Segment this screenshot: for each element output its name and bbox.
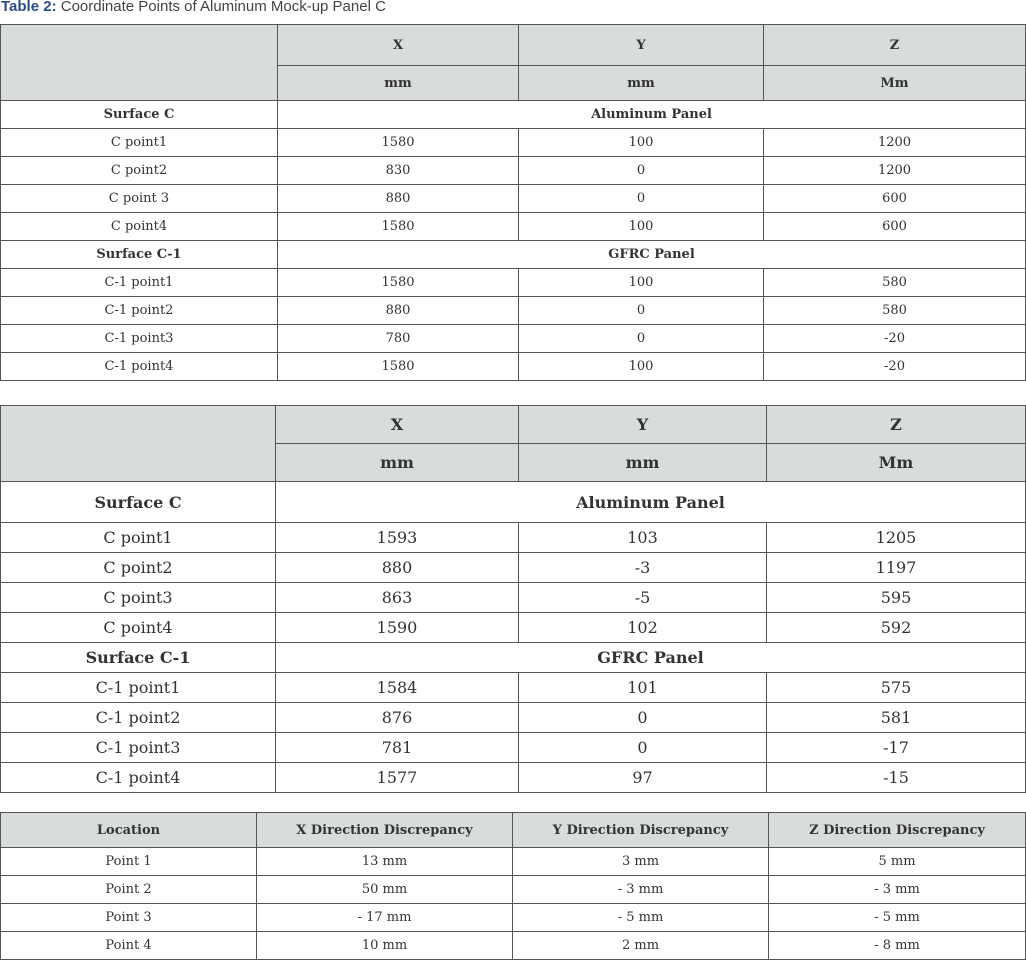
point-label: C-1 point1	[1, 269, 278, 297]
z-value: -20	[764, 325, 1026, 353]
section-name: Surface C	[1, 101, 278, 129]
z-value: 575	[767, 673, 1026, 703]
table-row	[1, 763, 1026, 793]
section-panel: Aluminum Panel	[276, 482, 1026, 523]
x-value: 863	[276, 583, 519, 613]
point-label: C point4	[1, 613, 276, 643]
discrepancy-cell: - 5 mm	[769, 904, 1026, 932]
point-label: C-1 point2	[1, 703, 276, 733]
y-value: 0	[519, 185, 764, 213]
x-value: 1577	[276, 763, 519, 793]
header-row	[1, 813, 1026, 848]
table-row	[1, 157, 1026, 185]
section-name: Surface C-1	[1, 241, 278, 269]
table-row	[1, 353, 1026, 381]
point-label: C-1 point4	[1, 353, 278, 381]
discrepancy-cell: - 3 mm	[513, 876, 769, 904]
y-value: 101	[519, 673, 767, 703]
point-label: C-1 point3	[1, 325, 278, 353]
y-value: -3	[519, 553, 767, 583]
z-value: -20	[764, 353, 1026, 381]
table-row	[1, 129, 1026, 157]
discrepancy-table	[0, 812, 1026, 960]
y-value: 0	[519, 297, 764, 325]
x-value: 780	[278, 325, 519, 353]
table-row	[1, 932, 1026, 960]
unit-header: mm	[519, 66, 764, 101]
y-value: 97	[519, 763, 767, 793]
location-cell: Point 3	[1, 904, 257, 932]
z-value: 581	[767, 703, 1026, 733]
corner-cell	[1, 25, 278, 101]
z-value: 580	[764, 269, 1026, 297]
y-value: 102	[519, 613, 767, 643]
section-name: Surface C	[1, 482, 276, 523]
point-label: C point3	[1, 583, 276, 613]
unit-header: Mm	[767, 444, 1026, 482]
y-value: 103	[519, 523, 767, 553]
x-value: 1580	[278, 269, 519, 297]
point-label: C-1 point4	[1, 763, 276, 793]
z-value: 595	[767, 583, 1026, 613]
x-value: 880	[278, 185, 519, 213]
point-label: C-1 point2	[1, 297, 278, 325]
z-value: -17	[767, 733, 1026, 763]
x-value: 876	[276, 703, 519, 733]
z-value: 600	[764, 213, 1026, 241]
section-row	[1, 101, 1026, 129]
section-panel: Aluminum Panel	[278, 101, 1026, 129]
table-row	[1, 848, 1026, 876]
table-row	[1, 904, 1026, 932]
axis-header: Z	[767, 406, 1026, 444]
table-row	[1, 613, 1026, 643]
axis-header-row	[1, 25, 1026, 66]
y-value: 100	[519, 353, 764, 381]
y-value: 0	[519, 733, 767, 763]
x-value: 880	[278, 297, 519, 325]
table-row	[1, 673, 1026, 703]
point-label: C point 3	[1, 185, 278, 213]
z-value: 600	[764, 185, 1026, 213]
y-value: 100	[519, 269, 764, 297]
caption-text: Coordinate Points of Aluminum Mock-up Panel C	[56, 0, 386, 15]
table-row	[1, 213, 1026, 241]
table-row	[1, 703, 1026, 733]
column-header: X Direction Discrepancy	[257, 813, 513, 848]
point-label: C point1	[1, 129, 278, 157]
section-panel: GFRC Panel	[276, 643, 1026, 673]
point-label: C-1 point3	[1, 733, 276, 763]
column-header: Y Direction Discrepancy	[513, 813, 769, 848]
unit-header: mm	[276, 444, 519, 482]
point-label: C point4	[1, 213, 278, 241]
discrepancy-cell: - 8 mm	[769, 932, 1026, 960]
y-value: 0	[519, 325, 764, 353]
location-cell: Point 1	[1, 848, 257, 876]
location-cell: Point 2	[1, 876, 257, 904]
x-value: 1580	[278, 213, 519, 241]
table-row	[1, 297, 1026, 325]
unit-header: mm	[519, 444, 767, 482]
table-row	[1, 523, 1026, 553]
z-value: 1200	[764, 157, 1026, 185]
y-value: 0	[519, 703, 767, 733]
axis-header: X	[276, 406, 519, 444]
point-label: C-1 point1	[1, 673, 276, 703]
discrepancy-cell: 13 mm	[257, 848, 513, 876]
column-header: Z Direction Discrepancy	[769, 813, 1026, 848]
y-value: -5	[519, 583, 767, 613]
caption-label: Table 2:	[1, 0, 57, 15]
discrepancy-cell: - 3 mm	[769, 876, 1026, 904]
point-label: C point2	[1, 553, 276, 583]
section-row	[1, 643, 1026, 673]
x-value: 1590	[276, 613, 519, 643]
discrepancy-cell: 5 mm	[769, 848, 1026, 876]
table-row	[1, 269, 1026, 297]
section-row	[1, 241, 1026, 269]
discrepancy-cell: - 17 mm	[257, 904, 513, 932]
discrepancy-cell: - 5 mm	[513, 904, 769, 932]
axis-header: Y	[519, 406, 767, 444]
z-value: 1200	[764, 129, 1026, 157]
corner-cell	[1, 406, 276, 482]
unit-header: mm	[278, 66, 519, 101]
x-value: 880	[276, 553, 519, 583]
unit-header: Mm	[764, 66, 1026, 101]
z-value: -15	[767, 763, 1026, 793]
point-label: C point1	[1, 523, 276, 553]
table-row	[1, 876, 1026, 904]
point-label: C point2	[1, 157, 278, 185]
x-value: 1580	[278, 129, 519, 157]
axis-header: X	[278, 25, 519, 66]
y-value: 100	[519, 213, 764, 241]
discrepancy-cell: 2 mm	[513, 932, 769, 960]
column-header: Location	[1, 813, 257, 848]
section-name: Surface C-1	[1, 643, 276, 673]
discrepancy-cell: 3 mm	[513, 848, 769, 876]
axis-header: Z	[764, 25, 1026, 66]
x-value: 1584	[276, 673, 519, 703]
table-row	[1, 583, 1026, 613]
table-row	[1, 325, 1026, 353]
table-row	[1, 553, 1026, 583]
z-value: 1205	[767, 523, 1026, 553]
axis-header: Y	[519, 25, 764, 66]
table-row	[1, 185, 1026, 213]
discrepancy-cell: 50 mm	[257, 876, 513, 904]
table-row	[1, 733, 1026, 763]
x-value: 1580	[278, 353, 519, 381]
z-value: 592	[767, 613, 1026, 643]
y-value: 0	[519, 157, 764, 185]
x-value: 830	[278, 157, 519, 185]
x-value: 781	[276, 733, 519, 763]
z-value: 1197	[767, 553, 1026, 583]
section-panel: GFRC Panel	[278, 241, 1026, 269]
measured-coordinates-table	[0, 405, 1026, 793]
table-caption	[1, 0, 386, 15]
axis-header-row	[1, 406, 1026, 444]
design-coordinates-table	[0, 24, 1026, 381]
section-row	[1, 482, 1026, 523]
y-value: 100	[519, 129, 764, 157]
discrepancy-cell: 10 mm	[257, 932, 513, 960]
x-value: 1593	[276, 523, 519, 553]
z-value: 580	[764, 297, 1026, 325]
location-cell: Point 4	[1, 932, 257, 960]
